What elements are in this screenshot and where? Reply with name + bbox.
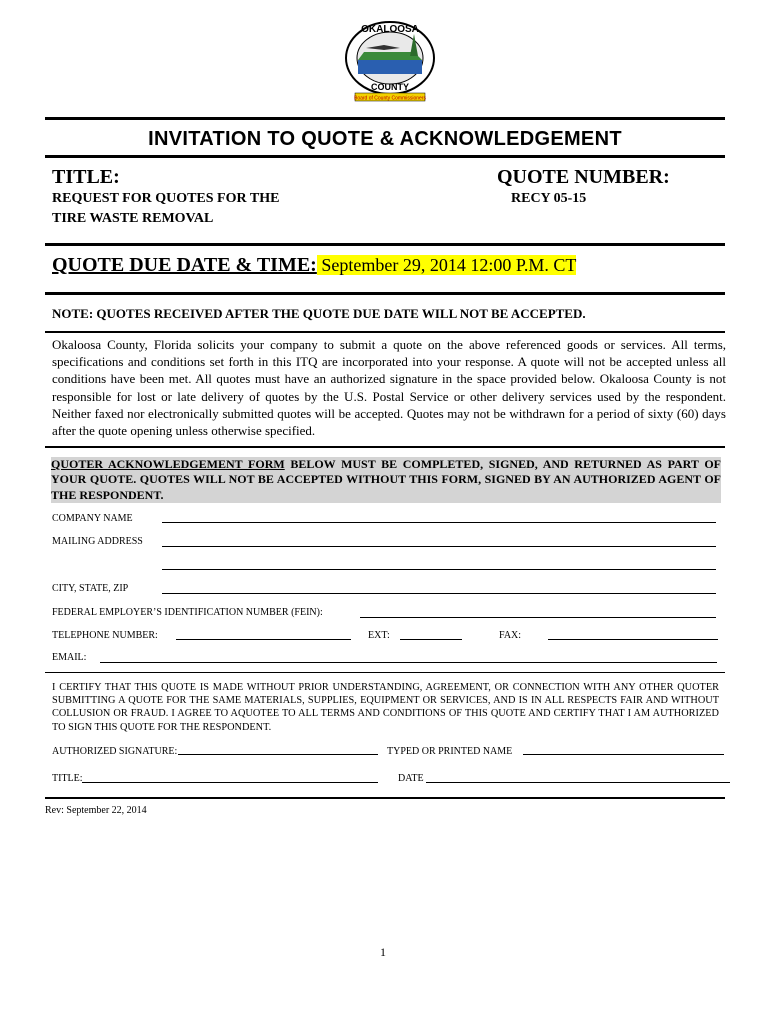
ext-label: EXT:: [368, 630, 390, 641]
title-value-line1: REQUEST FOR QUOTES FOR THE: [52, 191, 280, 206]
paragraph-rule: [45, 446, 725, 448]
due-date-row: [52, 254, 576, 277]
svg-text:OKALOOSA: OKALOOSA: [361, 24, 419, 35]
mailing-address-field[interactable]: [162, 546, 716, 547]
telephone-label: TELEPHONE NUMBER:: [52, 630, 158, 641]
authorized-signature-field[interactable]: [178, 754, 378, 755]
mailing-address-field-line2[interactable]: [162, 569, 716, 570]
typed-name-label: TYPED OR PRINTED NAME: [387, 746, 513, 757]
heading-rule: [45, 155, 725, 158]
fein-field[interactable]: [360, 617, 716, 618]
quote-number-label: QUOTE NUMBER:: [497, 166, 670, 188]
title-value-line2: TIRE WASTE REMOVAL: [52, 211, 214, 226]
acknowledgement-text: BELOW MUST BE COMPLETED, SIGNED, AND RETURNED AS PART OF YOUR QUOTE. QUOTES WILL NOT BE ACCEPTED WITHOUT THIS FORM, SIGNED BY AN AUTHORIZED AGENT OF THE RESPONDENT.: [51, 457, 721, 502]
top-rule: [45, 117, 725, 120]
note-rule: [45, 331, 725, 333]
typed-name-field[interactable]: [523, 754, 724, 755]
certification-statement: I CERTIFY THAT THIS QUOTE IS MADE WITHOUT PRIOR UNDERSTANDING, AGREEMENT, OR CONNECTION WITH ANY OTHER QUOTER SUBMITTING A QUOTE FOR THE SAME MATERIALS, SUPPLIES, EQUIPMENT OR SERVICES, AND IS IN ALL RESPECTS FAIR AND WITHOUT COLLUSION OR FRAUD. I AGREE TO AQUOTEE TO ALL TERMS AND CONDITIONS OF THIS QUOTE AND CERTIFY THAT I AM AUTHORIZED TO SIGN THIS QUOTE FOR THE RESPONDENT.: [52, 682, 719, 733]
due-rule: [45, 292, 725, 295]
page-number: 1: [380, 945, 386, 959]
city-state-zip-label: CITY, STATE, ZIP: [52, 583, 129, 594]
title-rule: [45, 243, 725, 246]
title-label: TITLE:: [52, 166, 120, 188]
okaloosa-county-seal: [340, 18, 440, 104]
telephone-field[interactable]: [176, 639, 351, 640]
svg-text:COUNTY: COUNTY: [371, 82, 409, 92]
city-state-zip-field[interactable]: [162, 593, 716, 594]
acknowledgement-form-title: QUOTER ACKNOWLEDGEMENT FORM: [51, 457, 285, 471]
title-field-label: TITLE:: [52, 773, 83, 784]
fax-field[interactable]: [548, 639, 718, 640]
date-label: DATE: [398, 773, 424, 784]
fein-label: FEDERAL EMPLOYER’S IDENTIFICATION NUMBER (FEIN):: [52, 607, 323, 618]
email-label: EMAIL:: [52, 652, 87, 663]
company-name-label: COMPANY NAME: [52, 513, 133, 524]
date-field[interactable]: [426, 782, 730, 783]
acknowledgement-notice: [51, 457, 721, 503]
late-quote-note: NOTE: QUOTES RECEIVED AFTER THE QUOTE DUE DATE WILL NOT BE ACCEPTED.: [52, 306, 586, 321]
due-date-label: QUOTE DUE DATE & TIME:: [52, 254, 317, 276]
title-field[interactable]: [82, 782, 378, 783]
mailing-address-label: MAILING ADDRESS: [52, 536, 143, 547]
revision-date: Rev: September 22, 2014: [45, 805, 147, 816]
authorized-signature-label: AUTHORIZED SIGNATURE:: [52, 746, 178, 757]
bottom-rule: [45, 797, 725, 799]
email-field[interactable]: [100, 662, 717, 663]
ext-field[interactable]: [400, 639, 462, 640]
page-title: INVITATION TO QUOTE & ACKNOWLEDGEMENT: [148, 128, 622, 150]
quote-number-value: RECY 05-15: [511, 191, 587, 206]
intro-paragraph: Okaloosa County, Florida solicits your company to submit a quote on the above referenced goods or services. All terms, specifications and conditions set forth in this ITQ are incorporated into your response. A quote will not be accepted unless all conditions have been met. All quotes must have an authorized signature in the space provided below. Okaloosa County is not responsible for lost or late delivery of quotes by the U.S. Postal Service or other delivery services used by the respondent. Neither faxed nor electronically submitted quotes will be accepted. Quotes may not be withdrawn for a period of sixty (60) days after the quote opening unless otherwise specified.: [52, 337, 726, 439]
company-name-field[interactable]: [162, 522, 716, 523]
due-date-value: September 29, 2014 12:00 P.M. CT: [316, 255, 577, 275]
svg-text:Board of County Commissioners: Board of County Commissioners: [354, 95, 426, 102]
form-rule: [45, 672, 725, 673]
fax-label: FAX:: [499, 630, 522, 641]
